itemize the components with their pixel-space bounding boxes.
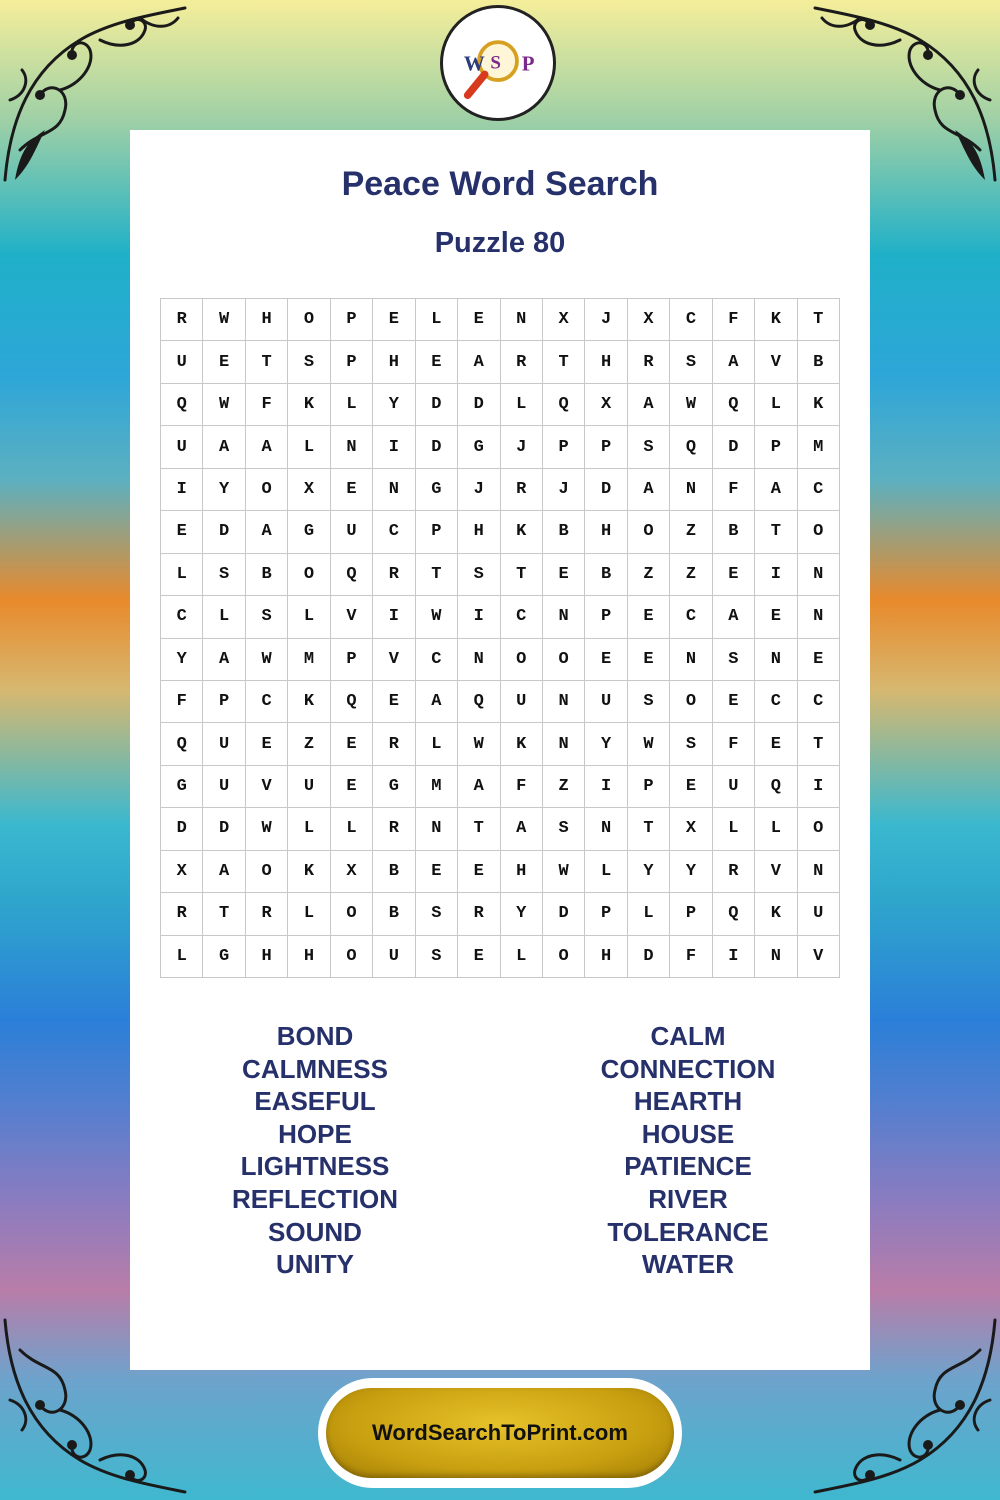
logo-letter-p: P [521, 51, 535, 76]
grid-cell[interactable]: L [161, 936, 203, 978]
grid-cell[interactable]: I [373, 426, 415, 468]
logo-letter-s: S [490, 52, 501, 74]
grid-cell[interactable]: Z [628, 554, 670, 596]
grid-cell[interactable]: T [798, 299, 840, 341]
grid-cell[interactable]: L [501, 384, 543, 426]
grid-cell[interactable]: D [458, 384, 500, 426]
grid-cell[interactable]: V [755, 341, 797, 383]
grid-cell[interactable]: D [713, 426, 755, 468]
grid-cell[interactable]: E [331, 766, 373, 808]
grid-cell[interactable]: L [203, 596, 245, 638]
grid-cell[interactable]: G [458, 426, 500, 468]
grid-cell[interactable]: Q [331, 681, 373, 723]
grid-cell[interactable]: N [670, 639, 712, 681]
grid-cell[interactable]: X [161, 851, 203, 893]
wsp-logo [440, 5, 556, 121]
grid-cell[interactable]: E [755, 723, 797, 765]
word-list-item: LIGHTNESS [240, 1151, 390, 1182]
grid-cell[interactable]: I [798, 766, 840, 808]
grid-cell[interactable]: H [288, 936, 330, 978]
grid-cell[interactable]: G [288, 511, 330, 553]
grid-cell[interactable]: R [501, 469, 543, 511]
grid-cell[interactable]: M [798, 426, 840, 468]
grid-cell[interactable]: U [373, 936, 415, 978]
grid-cell[interactable]: O [246, 469, 288, 511]
grid-cell[interactable]: K [288, 681, 330, 723]
grid-cell[interactable]: R [246, 893, 288, 935]
grid-cell[interactable]: D [585, 469, 627, 511]
grid-cell[interactable]: Y [501, 893, 543, 935]
grid-cell[interactable]: A [246, 511, 288, 553]
grid-cell[interactable]: O [798, 511, 840, 553]
grid-cell[interactable]: S [416, 936, 458, 978]
grid-cell[interactable]: H [458, 511, 500, 553]
grid-cell[interactable]: I [713, 936, 755, 978]
grid-cell[interactable]: E [670, 766, 712, 808]
grid-cell[interactable]: M [288, 639, 330, 681]
grid-cell[interactable]: A [458, 341, 500, 383]
grid-cell[interactable]: S [670, 341, 712, 383]
grid-cell[interactable]: L [713, 808, 755, 850]
grid-cell[interactable]: X [628, 299, 670, 341]
grid-cell[interactable]: S [203, 554, 245, 596]
grid-cell[interactable]: U [203, 766, 245, 808]
grid-cell[interactable]: X [670, 808, 712, 850]
grid-cell[interactable]: S [543, 808, 585, 850]
grid-cell[interactable]: V [331, 596, 373, 638]
grid-cell[interactable]: E [628, 639, 670, 681]
grid-cell[interactable]: B [373, 893, 415, 935]
grid-cell[interactable]: X [585, 384, 627, 426]
grid-cell[interactable]: O [288, 299, 330, 341]
grid-cell[interactable]: Q [543, 384, 585, 426]
grid-cell[interactable]: A [203, 426, 245, 468]
grid-cell[interactable]: E [373, 681, 415, 723]
grid-cell[interactable]: E [416, 341, 458, 383]
grid-cell[interactable]: E [416, 851, 458, 893]
grid-cell[interactable]: U [798, 893, 840, 935]
grid-cell[interactable]: O [501, 639, 543, 681]
word-list-item: HOUSE [641, 1118, 735, 1149]
grid-cell[interactable]: D [416, 384, 458, 426]
grid-cell[interactable]: W [416, 596, 458, 638]
grid-cell[interactable]: Q [713, 384, 755, 426]
grid-cell[interactable]: L [628, 893, 670, 935]
site-badge[interactable] [318, 1378, 682, 1488]
grid-cell[interactable]: W [628, 723, 670, 765]
grid-cell[interactable]: Q [161, 723, 203, 765]
grid-cell[interactable]: D [203, 511, 245, 553]
grid-cell[interactable]: E [755, 596, 797, 638]
grid-cell[interactable]: H [585, 936, 627, 978]
grid-cell[interactable]: K [288, 384, 330, 426]
grid-cell[interactable]: Y [373, 384, 415, 426]
grid-cell[interactable]: N [670, 469, 712, 511]
grid-cell[interactable]: E [458, 936, 500, 978]
grid-cell[interactable]: G [203, 936, 245, 978]
grid-cell[interactable]: R [373, 554, 415, 596]
grid-cell[interactable]: D [416, 426, 458, 468]
grid-cell[interactable]: N [543, 681, 585, 723]
grid-cell[interactable]: A [713, 341, 755, 383]
grid-cell[interactable]: U [331, 511, 373, 553]
grid-cell[interactable]: F [713, 469, 755, 511]
grid-cell[interactable]: Q [755, 766, 797, 808]
grid-cell[interactable]: O [543, 936, 585, 978]
grid-cell[interactable]: P [628, 766, 670, 808]
grid-cell[interactable]: T [628, 808, 670, 850]
grid-cell[interactable]: N [585, 808, 627, 850]
grid-cell[interactable]: E [203, 341, 245, 383]
grid-cell[interactable]: K [755, 893, 797, 935]
grid-cell[interactable]: S [458, 554, 500, 596]
grid-cell[interactable]: P [331, 341, 373, 383]
grid-cell[interactable]: Q [331, 554, 373, 596]
grid-cell[interactable]: T [203, 893, 245, 935]
grid-cell[interactable]: L [585, 851, 627, 893]
grid-cell[interactable]: Z [288, 723, 330, 765]
grid-cell[interactable]: I [755, 554, 797, 596]
grid-cell[interactable]: Z [670, 511, 712, 553]
grid-cell[interactable]: B [585, 554, 627, 596]
grid-cell[interactable]: U [161, 426, 203, 468]
grid-cell[interactable]: L [288, 893, 330, 935]
grid-cell[interactable]: N [798, 554, 840, 596]
word-list-item: PATIENCE [624, 1151, 752, 1182]
grid-cell[interactable]: W [203, 384, 245, 426]
grid-cell[interactable]: K [755, 299, 797, 341]
grid-cell[interactable]: H [585, 511, 627, 553]
grid-cell[interactable]: R [373, 723, 415, 765]
grid-cell[interactable]: B [798, 341, 840, 383]
grid-cell[interactable]: Y [161, 639, 203, 681]
grid-cell[interactable]: V [373, 639, 415, 681]
grid-cell[interactable]: L [755, 384, 797, 426]
grid-cell[interactable]: N [798, 851, 840, 893]
grid-cell[interactable]: A [203, 639, 245, 681]
grid-cell[interactable]: P [331, 639, 373, 681]
grid-cell[interactable]: T [798, 723, 840, 765]
grid-cell[interactable]: B [713, 511, 755, 553]
word-list-item: CALMNESS [242, 1053, 388, 1084]
grid-cell[interactable]: P [755, 426, 797, 468]
grid-cell[interactable]: Y [585, 723, 627, 765]
grid-cell[interactable]: L [416, 723, 458, 765]
grid-cell[interactable]: K [501, 723, 543, 765]
grid-cell[interactable]: B [246, 554, 288, 596]
grid-cell[interactable]: I [585, 766, 627, 808]
grid-cell[interactable]: A [501, 808, 543, 850]
grid-cell[interactable]: R [161, 299, 203, 341]
grid-cell[interactable]: A [713, 596, 755, 638]
grid-cell[interactable]: Q [161, 384, 203, 426]
grid-cell[interactable]: O [331, 936, 373, 978]
grid-cell[interactable]: Z [670, 554, 712, 596]
grid-cell[interactable]: L [288, 808, 330, 850]
grid-cell[interactable]: U [203, 723, 245, 765]
grid-cell[interactable]: E [798, 639, 840, 681]
grid-cell[interactable]: N [331, 426, 373, 468]
grid-cell[interactable]: A [458, 766, 500, 808]
grid-cell[interactable]: W [203, 299, 245, 341]
grid-cell[interactable]: U [713, 766, 755, 808]
grid-cell[interactable]: U [161, 341, 203, 383]
grid-cell[interactable]: N [798, 596, 840, 638]
grid-cell[interactable]: R [458, 893, 500, 935]
grid-cell[interactable]: S [628, 681, 670, 723]
grid-cell[interactable]: A [416, 681, 458, 723]
grid-cell[interactable]: B [543, 511, 585, 553]
grid-cell[interactable]: X [288, 469, 330, 511]
grid-cell[interactable]: P [203, 681, 245, 723]
grid-cell[interactable]: H [246, 936, 288, 978]
puzzle-title: Peace Word Search [341, 165, 659, 203]
grid-cell[interactable]: I [161, 469, 203, 511]
grid-cell[interactable]: C [670, 596, 712, 638]
grid-cell[interactable]: C [798, 469, 840, 511]
grid-cell[interactable]: O [543, 639, 585, 681]
grid-cell[interactable]: V [246, 766, 288, 808]
word-list-item: REFLECTION [231, 1183, 399, 1214]
grid-cell[interactable]: G [416, 469, 458, 511]
grid-cell[interactable]: L [331, 808, 373, 850]
grid-cell[interactable]: Y [670, 851, 712, 893]
word-list-item: CALM [650, 1021, 726, 1051]
grid-cell[interactable]: D [628, 936, 670, 978]
grid-cell[interactable]: E [713, 554, 755, 596]
grid-cell[interactable]: Q [670, 426, 712, 468]
grid-cell[interactable]: T [416, 554, 458, 596]
grid-cell[interactable]: E [331, 723, 373, 765]
site-label: WordSearchToPrint.com [326, 1388, 674, 1478]
grid-cell[interactable]: U [585, 681, 627, 723]
grid-cell[interactable]: W [246, 639, 288, 681]
grid-cell[interactable]: R [713, 851, 755, 893]
grid-cell[interactable]: L [288, 426, 330, 468]
grid-cell[interactable]: P [585, 893, 627, 935]
grid-cell[interactable]: X [331, 851, 373, 893]
grid-cell[interactable]: P [331, 299, 373, 341]
grid-cell[interactable]: N [458, 639, 500, 681]
grid-cell[interactable]: P [543, 426, 585, 468]
letter-grid [160, 298, 840, 978]
grid-cell[interactable]: K [501, 511, 543, 553]
grid-cell[interactable]: O [331, 893, 373, 935]
grid-cell[interactable]: M [416, 766, 458, 808]
grid-cell[interactable]: Q [713, 893, 755, 935]
grid-cell[interactable]: C [755, 681, 797, 723]
grid-cell[interactable]: H [585, 341, 627, 383]
grid-cell[interactable]: C [246, 681, 288, 723]
grid-cell[interactable]: S [246, 596, 288, 638]
grid-cell[interactable]: C [670, 299, 712, 341]
word-list-item: RIVER [648, 1183, 728, 1214]
grid-cell[interactable]: E [373, 299, 415, 341]
grid-cell[interactable]: N [755, 936, 797, 978]
grid-cell[interactable]: A [246, 426, 288, 468]
grid-cell[interactable]: R [501, 341, 543, 383]
grid-cell[interactable]: E [458, 851, 500, 893]
grid-cell[interactable]: H [501, 851, 543, 893]
grid-cell[interactable]: C [798, 681, 840, 723]
grid-cell[interactable]: O [288, 554, 330, 596]
word-list-item: TOLERANCE [607, 1216, 769, 1247]
grid-cell[interactable]: Z [543, 766, 585, 808]
grid-cell[interactable]: C [161, 596, 203, 638]
grid-cell[interactable]: I [373, 596, 415, 638]
grid-cell[interactable]: W [543, 851, 585, 893]
grid-cell[interactable]: W [458, 723, 500, 765]
word-list-left [130, 1020, 500, 1281]
word-list-item: HOPE [278, 1118, 352, 1149]
grid-cell[interactable]: R [628, 341, 670, 383]
grid-cell[interactable]: C [416, 639, 458, 681]
grid-cell[interactable]: J [458, 469, 500, 511]
grid-cell[interactable]: O [628, 511, 670, 553]
word-list-item: UNITY [276, 1249, 354, 1280]
grid-cell[interactable]: T [755, 511, 797, 553]
grid-cell[interactable]: O [246, 851, 288, 893]
grid-cell[interactable]: E [331, 469, 373, 511]
grid-cell[interactable]: E [628, 596, 670, 638]
grid-cell[interactable]: W [670, 384, 712, 426]
grid-cell[interactable]: L [416, 299, 458, 341]
puzzle-panel [130, 130, 870, 1370]
grid-cell[interactable]: J [501, 426, 543, 468]
grid-cell[interactable]: L [501, 936, 543, 978]
grid-cell[interactable]: E [713, 681, 755, 723]
grid-cell[interactable]: J [585, 299, 627, 341]
grid-cell[interactable]: S [713, 639, 755, 681]
grid-cell[interactable]: J [543, 469, 585, 511]
grid-cell[interactable]: F [713, 723, 755, 765]
word-list-item: SOUND [268, 1216, 362, 1247]
word-list-item: WATER [642, 1249, 734, 1280]
grid-cell[interactable]: E [161, 511, 203, 553]
grid-cell[interactable]: L [331, 384, 373, 426]
grid-cell[interactable]: E [585, 639, 627, 681]
grid-cell[interactable]: A [203, 851, 245, 893]
grid-cell[interactable]: F [713, 299, 755, 341]
grid-cell[interactable]: C [501, 596, 543, 638]
grid-cell[interactable]: P [585, 426, 627, 468]
word-list-right [500, 1020, 876, 1281]
grid-cell[interactable]: H [246, 299, 288, 341]
grid-cell[interactable]: N [755, 639, 797, 681]
grid-cell[interactable]: K [288, 851, 330, 893]
grid-cell[interactable]: D [543, 893, 585, 935]
word-list-item: EASEFUL [254, 1086, 376, 1117]
grid-cell[interactable]: U [501, 681, 543, 723]
grid-cell[interactable]: F [501, 766, 543, 808]
grid-cell[interactable]: P [670, 893, 712, 935]
grid-cell[interactable]: V [755, 851, 797, 893]
grid-cell[interactable]: I [458, 596, 500, 638]
grid-cell[interactable]: R [373, 808, 415, 850]
grid-cell[interactable]: E [458, 299, 500, 341]
grid-cell[interactable]: A [628, 384, 670, 426]
grid-cell[interactable]: R [161, 893, 203, 935]
grid-cell[interactable]: S [288, 341, 330, 383]
grid-cell[interactable]: H [373, 341, 415, 383]
grid-cell[interactable]: Q [458, 681, 500, 723]
grid-cell[interactable]: F [161, 681, 203, 723]
grid-cell[interactable]: S [670, 723, 712, 765]
grid-cell[interactable]: E [543, 554, 585, 596]
grid-cell[interactable]: F [670, 936, 712, 978]
grid-cell[interactable]: L [288, 596, 330, 638]
grid-cell[interactable]: N [543, 596, 585, 638]
grid-cell[interactable]: B [373, 851, 415, 893]
word-list-item: CONNECTION [600, 1053, 776, 1084]
grid-cell[interactable]: S [628, 426, 670, 468]
grid-cell[interactable]: Y [628, 851, 670, 893]
grid-cell[interactable]: N [543, 723, 585, 765]
grid-cell[interactable]: A [755, 469, 797, 511]
grid-cell[interactable]: O [798, 808, 840, 850]
grid-cell[interactable]: K [798, 384, 840, 426]
word-list-item: HEARTH [633, 1086, 743, 1117]
grid-cell[interactable]: N [501, 299, 543, 341]
grid-cell[interactable]: Y [203, 469, 245, 511]
grid-cell[interactable]: G [161, 766, 203, 808]
grid-cell[interactable]: V [798, 936, 840, 978]
grid-cell[interactable]: C [373, 511, 415, 553]
grid-cell[interactable]: P [585, 596, 627, 638]
puzzle-number: Puzzle 80 [434, 227, 566, 259]
grid-cell[interactable]: P [416, 511, 458, 553]
grid-cell[interactable]: N [373, 469, 415, 511]
grid-cell[interactable]: T [543, 341, 585, 383]
grid-cell[interactable]: D [161, 808, 203, 850]
logo-letter-w: W [463, 51, 485, 76]
grid-cell[interactable]: U [288, 766, 330, 808]
grid-cell[interactable]: A [628, 469, 670, 511]
grid-cell[interactable]: L [161, 554, 203, 596]
grid-cell[interactable]: T [246, 341, 288, 383]
grid-cell[interactable]: X [543, 299, 585, 341]
grid-cell[interactable]: F [246, 384, 288, 426]
grid-cell[interactable]: G [373, 766, 415, 808]
grid-cell[interactable]: S [416, 893, 458, 935]
grid-cell[interactable]: W [246, 808, 288, 850]
grid-cell[interactable]: D [203, 808, 245, 850]
grid-cell[interactable]: T [458, 808, 500, 850]
grid-cell[interactable]: N [416, 808, 458, 850]
grid-cell[interactable]: O [670, 681, 712, 723]
grid-cell[interactable]: E [246, 723, 288, 765]
grid-cell[interactable]: T [501, 554, 543, 596]
grid-cell[interactable]: L [755, 808, 797, 850]
word-list-item: BOND [276, 1021, 354, 1051]
